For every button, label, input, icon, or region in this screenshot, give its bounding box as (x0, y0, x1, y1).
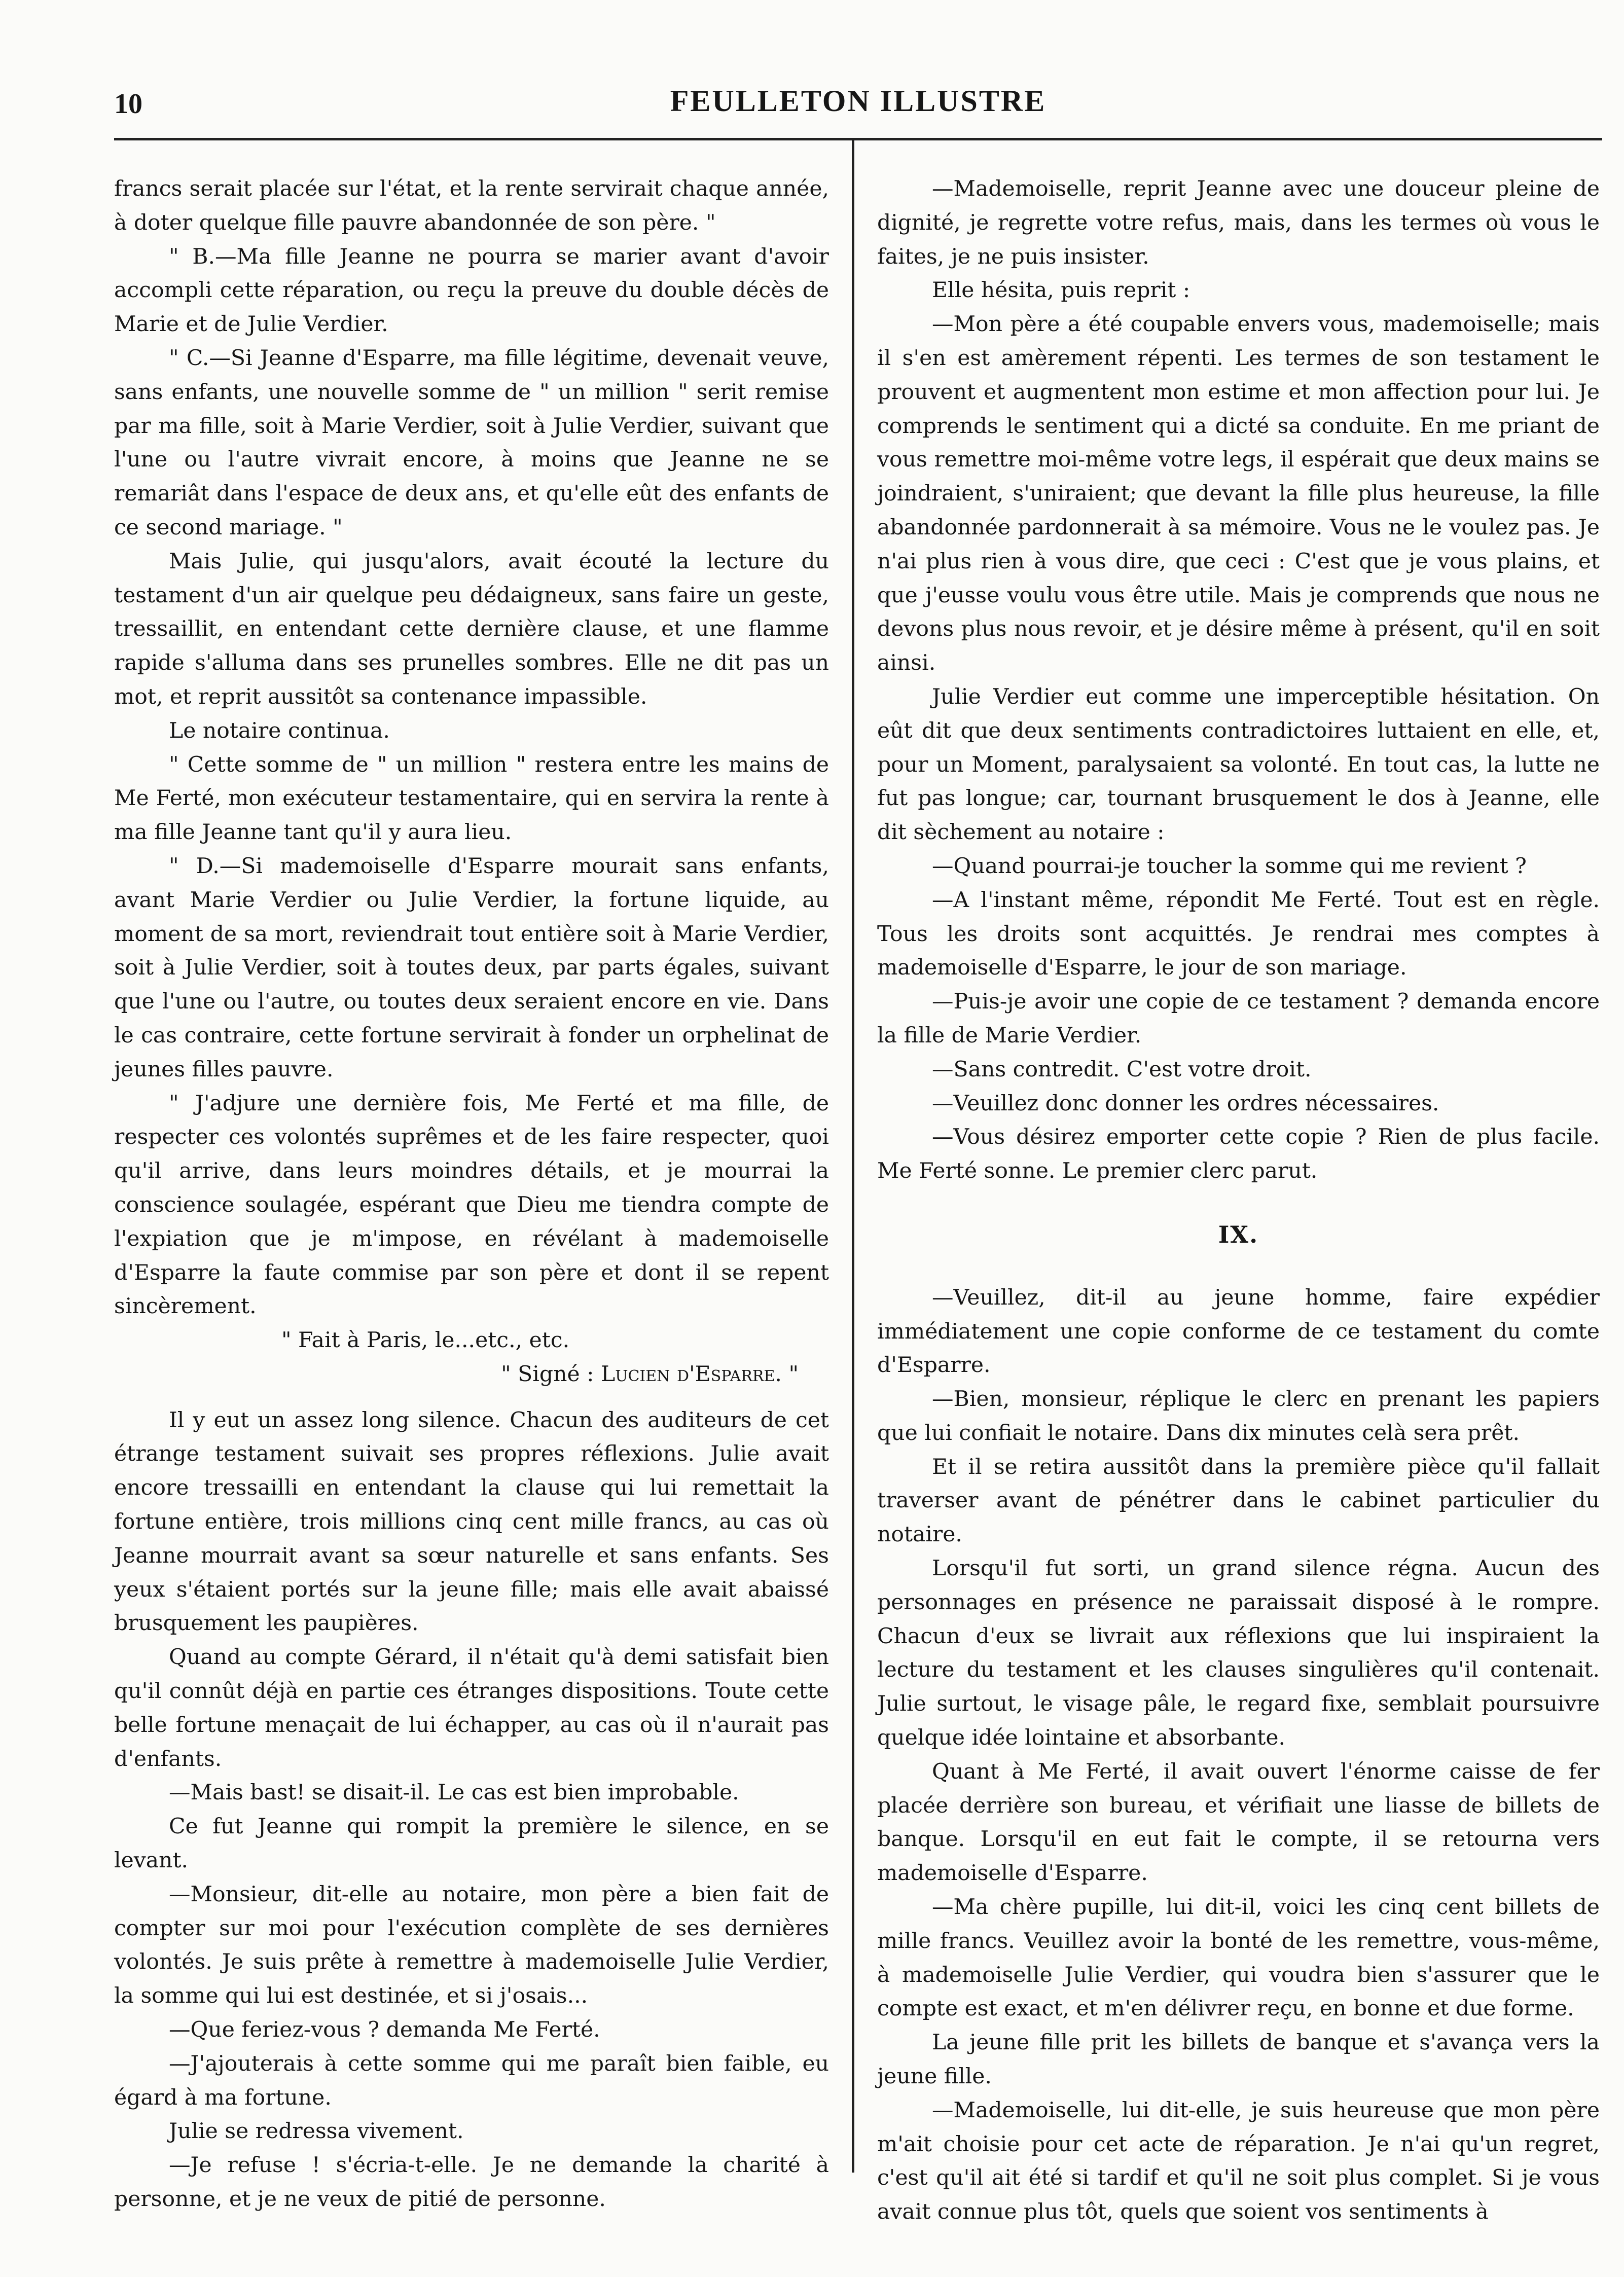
testament-closing: " Fait à Paris, le...etc., etc. (281, 1328, 570, 1353)
page-number: 10 (114, 88, 142, 120)
left-column (114, 172, 829, 2217)
paragraph: —Mademoiselle, reprit Jeanne avec une douceur pleine de dignité, je regrette votre refus, mais, dans les termes où vous le faites, je ne puis insister. (877, 176, 1600, 269)
paragraph: francs serait placée sur l'état, et la rente servirait chaque année, à doter quelque fille pauvre abandonnée de son père. " (114, 176, 829, 235)
paragraph: Quand au compte Gérard, il n'était qu'à demi satisfait bien qu'il connût déjà en partie ces étranges dispositions. Toute cette belle fortune menaçait de lui échapper, au cas où il n'aurait pas d'enfants. (114, 1645, 829, 1772)
header-rule (114, 138, 1602, 140)
paragraph: " Cette somme de " un million " restera entre les mains de Me Ferté, mon exécuteur testamentaire, qui en servira la rente à ma fille Jeanne tant qu'il y aura lieu. (114, 752, 829, 845)
paragraph: —Bien, monsieur, réplique le clerc en prenant les papiers que lui confiait le notaire. Dans dix minutes celà sera prêt. (877, 1387, 1600, 1445)
paragraph: —Mais bast! se disait-il. Le cas est bien improbable. (169, 1780, 739, 1805)
paragraph: —Ma chère pupille, lui dit-il, voici les cinq cent billets de mille francs. Veuillez avoir la bonté de les remettre, vous-même, à mademoiselle Julie Verdier, qui voudra bien s'assurer que le compte est exact, et m'en délivrer reçu, en bonne et due forme. (877, 1895, 1600, 2021)
paragraph: —J'ajouterais à cette somme qui me paraît bien faible, eu égard à ma fortune. (114, 2051, 829, 2110)
paragraph: —Mon père a été coupable envers vous, mademoiselle; mais il s'en est amèrement répenti. Les termes de son testament le prouvent et augmentent mon estime et mon affection pour lui. Je comprends le sentiment qui a dicté sa conduite. En me priant de vous remettre moi-même votre legs, il espérait que deux mains se joindraient, s'uniraient; que devant la fille plus heureuse, la fille abandonnée pardonnerait à sa mémoire. Vous ne le voulez pas. Je n'ai plus rien à vous dire, que ceci : C'est que je vous plains, et que j'eusse voulu vous être utile. Mais je comprends que nous ne devons plus nous revoir, et je désire même à présent, qu'il en soit ainsi. (877, 312, 1600, 676)
paragraph: Lorsqu'il fut sorti, un grand silence régna. Aucun des personnages en présence ne paraissait disposé à le rompre. Chacun d'eux se livrait aux réflexions que lui inspiraient la lecture du testament et les clauses singulières qu'il contenait. Julie surtout, le visage pâle, le regard fixe, semblait poursuivre quelque idée lointaine et absorbante. (877, 1556, 1600, 1751)
paragraph: Julie Verdier eut comme une imperceptible hésitation. On eût dit que deux sentiments contradictoires luttaient en elle, et, pour un Moment, paralysaient sa volonté. En tout cas, la lutte ne fut pas longue; car, tournant brusquement le dos à Jeanne, elle dit sèchement au notaire : (877, 684, 1600, 845)
paragraph: —Quand pourrai-je toucher la somme qui me revient ? (932, 853, 1527, 879)
paragraph: Elle hésita, puis reprit : (932, 278, 1190, 303)
paragraph: —Vous désirez emporter cette copie ? Rien de plus facile. Me Ferté sonne. Le premier clerc parut. (877, 1125, 1600, 1184)
running-title: FEULLETON ILLUSTRE (670, 84, 1046, 118)
signature-prefix: " Signé : (501, 1361, 601, 1387)
paragraph: " D.—Si mademoiselle d'Esparre mourait sans enfants, avant Marie Verdier ou Julie Verdier, la fortune liquide, au moment de sa mort, reviendrait tout entière soit à Marie Verdier, soit à Julie Verdier, soit à toutes deux, par parts égales, suivant que l'une ou l'autre, ou toutes deux seraient encore en vie. Dans le cas contraire, cette fortune servirait à fonder un orphelinat de jeunes filles pauvre. (114, 853, 829, 1082)
paragraph: —Veuillez, dit-il au jeune homme, faire expédier immédiatement une copie conforme de ce testament du comte d'Esparre. (877, 1285, 1600, 1378)
paragraph: Et il se retira aussitôt dans la première pièce qu'il fallait traverser avant de pénétrer dans le cabinet particulier du notaire. (877, 1454, 1600, 1547)
paragraph: —Mademoiselle, lui dit-elle, je suis heureuse que mon père m'ait choisie pour cet acte de réparation. Je n'ai qu'un regret, c'est qu'il ait été si tardif et qu'il ne soit plus complet. Si je vous avait connue plus tôt, quels que soient vos sentiments à (877, 2098, 1600, 2225)
page-header (114, 84, 1602, 129)
testament-signature (114, 1358, 829, 1392)
paragraph: Le notaire continua. (169, 718, 390, 743)
paragraph: Julie se redressa vivement. (169, 2119, 464, 2144)
paragraph: La jeune fille prit les billets de banque et s'avança vers la jeune fille. (877, 2030, 1600, 2089)
paragraph: —Je refuse ! s'écria-t-elle. Je ne demande la charité à personne, et je ne veux de pitié de personne. (114, 2153, 829, 2212)
paragraph: —Monsieur, dit-elle au notaire, mon père a bien fait de compter sur moi pour l'exécution complète de ses dernières volontés. Je suis prête à remettre à mademoiselle Julie Verdier, la somme qui lui est destinée, et si j'osais... (114, 1882, 829, 2009)
paragraph: Il y eut un assez long silence. Chacun des auditeurs de cet étrange testament suivait ses propres réflexions. Julie avait encore tressailli en entendant la clause qui lui remettait la fortune entière, trois millions cinq cent mille francs, au cas où Jeanne mourrait avant sa sœur naturelle et sans enfants. Ses yeux s'étaient portés sur la jeune fille; mais elle avait abaissé brusquement les paupières. (114, 1407, 829, 1636)
column-divider (852, 139, 854, 2173)
paragraph: —Puis-je avoir une copie de ce testament ? demanda encore la fille de Marie Verdier. (877, 989, 1600, 1048)
paragraph: Quant à Me Ferté, il avait ouvert l'énorme caisse de fer placée derrière son bureau, et vérifiait une liasse de billets de banque. Lorsqu'il en eut fait le compte, il se retourna vers mademoiselle d'Esparre. (877, 1759, 1600, 1886)
right-column (877, 172, 1600, 2229)
signature-name: Lucien d'Esparre. (600, 1361, 782, 1387)
paragraph: " J'adjure une dernière fois, Me Ferté et ma fille, de respecter ces volontés suprêmes et de les faire respecter, quoi qu'il arrive, dans leurs moindres détails, et je mourrai la conscience soulagée, espérant que Dieu me tiendra compte de l'expiation que je m'impose, en révélant à mademoiselle d'Esparre la faute commise par son père et dont il se repent sincèrement. (114, 1091, 829, 1319)
paragraph: —A l'instant même, répondit Me Ferté. Tout est en règle. Tous les droits sont acquittés. Je rendrai mes comptes à mademoiselle d'Esparre, le jour de son mariage. (877, 887, 1600, 981)
paragraph: —Veuillez donc donner les ordres nécessaires. (932, 1091, 1439, 1116)
paragraph: —Sans contredit. C'est votre droit. (932, 1057, 1312, 1082)
paragraph: " B.—Ma fille Jeanne ne pourra se marier avant d'avoir accompli cette réparation, ou reçu la preuve du double décès de Marie et de Julie Verdier. (114, 244, 829, 337)
paragraph: " C.—Si Jeanne d'Esparre, ma fille légitime, devenait veuve, sans enfants, une nouvelle somme de " un million " serit remise par ma fille, soit à Marie Verdier, soit à Julie Verdier, suivant que l'une ou l'autre vivrait encore, à moins que Jeanne ne se remariât dans l'espace de deux ans, et qu'elle eût des enfants de ce second mariage. " (114, 345, 829, 540)
section-heading: IX. (1218, 1220, 1259, 1248)
paragraph: —Que feriez-vous ? demanda Me Ferté. (169, 2017, 600, 2043)
signature-suffix: " (781, 1361, 799, 1387)
paragraph: Ce fut Jeanne qui rompit la première le silence, en se levant. (114, 1814, 829, 1873)
paragraph: Mais Julie, qui jusqu'alors, avait écouté la lecture du testament d'un air quelque peu dédaigneux, sans faire un geste, tressaillit, en entendant cette dernière clause, et une flamme rapide s'alluma dans ses prunelles sombres. Elle ne dit pas un mot, et reprit aussitôt sa contenance impassible. (114, 549, 829, 709)
